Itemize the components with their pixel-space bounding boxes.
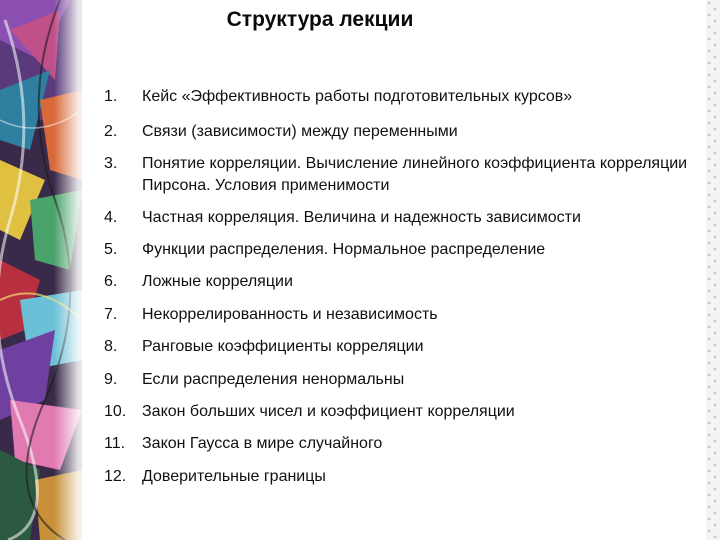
list-item-number: 11.	[104, 435, 126, 452]
list-item-number: 6.	[104, 273, 118, 290]
list-item-text: Ложные корреляции	[142, 273, 293, 290]
list-item-text: Ранговые коэффициенты корреляции	[142, 338, 424, 355]
list-item-text: Если распределения ненормальны	[142, 371, 405, 388]
list-item-number: 8.	[104, 338, 118, 355]
abstract-art-strip	[0, 0, 82, 540]
list-item-text: Некоррелированность и независимость	[142, 306, 438, 323]
list-item-number: 12.	[104, 468, 127, 485]
slide-title: Структура лекции	[226, 8, 414, 31]
list-item-text: Частная корреляция. Величина и надежность зависимости	[142, 209, 581, 226]
list-item-text: Кейс «Эффективность работы подготовительных курсов»	[142, 88, 573, 105]
list-item-text: Связи (зависимости) между переменными	[142, 123, 458, 140]
list-item-number: 10.	[104, 403, 127, 420]
list-item-number: 4.	[104, 209, 118, 226]
list-item-number: 5.	[104, 241, 118, 258]
art-fade-overlay	[54, 0, 82, 540]
list-item-number: 9.	[104, 371, 118, 388]
list-item-number: 3.	[104, 155, 118, 172]
list-item-text: Закон Гаусса в мире случайного	[142, 435, 383, 452]
right-edge-pattern	[706, 0, 720, 540]
list-item-text: Закон больших чисел и коэффициент корреляции	[142, 403, 515, 420]
list-item-number: 7.	[104, 306, 118, 323]
list-item-text: Доверительные границы	[142, 468, 326, 485]
list-item-number: 2.	[104, 123, 118, 140]
list-item-number: 1.	[104, 88, 118, 105]
list-item-text: Понятие корреляции. Вычисление линейного коэффициента корреляции Пирсона. Условия применимости	[142, 155, 688, 194]
list-item-text: Функции распределения. Нормальное распределение	[142, 241, 546, 258]
